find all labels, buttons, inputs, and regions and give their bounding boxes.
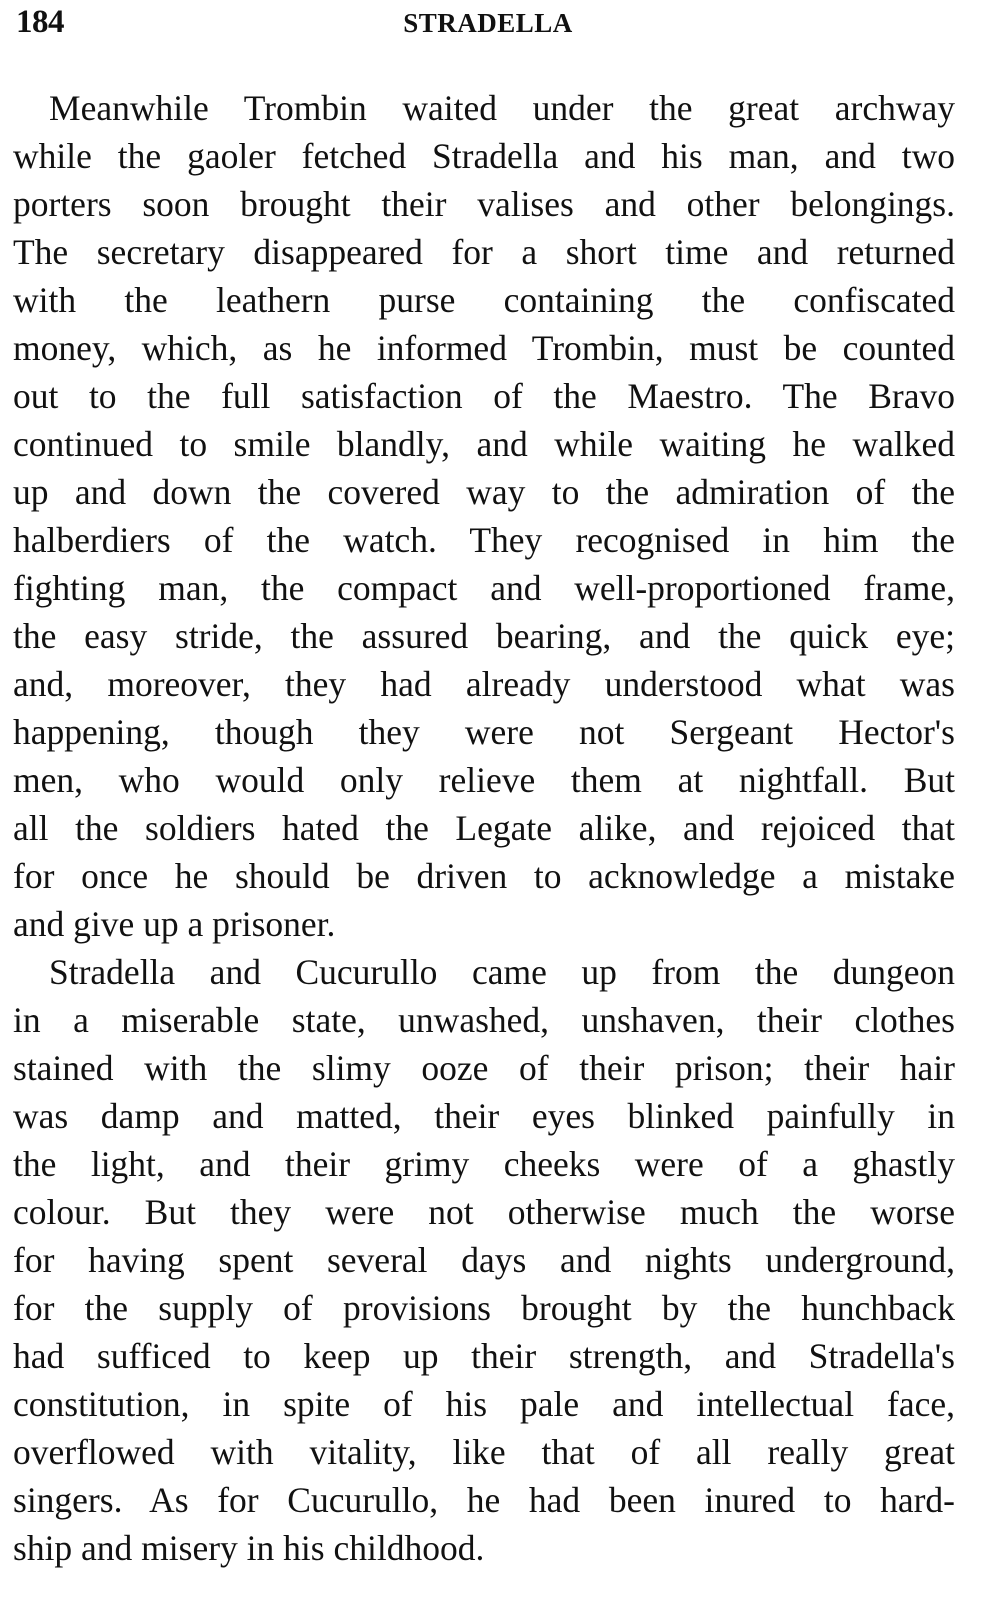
text-line: men, who would only relieve them at nightfall. But [13,760,955,800]
text-line: colour. But they were not otherwise much the worse [13,1192,955,1232]
paragraph [13,84,955,948]
text-line: constitution, in spite of his pale and intellectual face, [13,1384,955,1424]
text-line: overflowed with vitality, like that of all really great [13,1432,955,1472]
text-line: porters soon brought their valises and other belongings. [13,184,955,224]
text-line: the light, and their grimy cheeks were of a ghastly [13,1144,955,1184]
body-text [13,84,955,1572]
text-line: Stradella and Cucurullo came up from the dungeon [49,952,955,992]
text-line: halberdiers of the watch. They recognised in him the [13,520,955,560]
text-line: and, moreover, they had already understood what was [13,664,955,704]
page-number: 184 [16,4,64,40]
text-line: with the leathern purse containing the confiscated [13,280,955,320]
running-title: STRADELLA [403,8,573,38]
text-line: in a miserable state, unwashed, unshaven, their clothes [13,1000,955,1040]
text-line: Meanwhile Trombin waited under the great archway [49,88,955,128]
running-head [16,4,960,44]
text-line: fighting man, the compact and well-proportioned frame, [13,568,955,608]
text-line: for having spent several days and nights underground, [13,1240,955,1280]
text-line: out to the full satisfaction of the Maestro. The Bravo [13,376,955,416]
text-line: continued to smile blandly, and while waiting he walked [13,424,955,464]
text-line: the easy stride, the assured bearing, and the quick eye; [13,616,955,656]
text-line: happening, though they were not Sergeant Hector's [13,712,955,752]
text-line: while the gaoler fetched Stradella and his man, and two [13,136,955,176]
text-line: for the supply of provisions brought by the hunchback [13,1288,955,1328]
text-line: for once he should be driven to acknowledge a mistake [13,856,955,896]
text-line: all the soldiers hated the Legate alike, and rejoiced that [13,808,955,848]
text-line: and give up a prisoner. [13,904,336,944]
text-line: money, which, as he informed Trombin, must be counted [13,328,955,368]
paragraph [13,948,955,1572]
text-line: had sufficed to keep up their strength, and Stradella's [13,1336,955,1376]
text-line: ship and misery in his childhood. [13,1528,485,1568]
text-line: up and down the covered way to the admiration of the [13,472,955,512]
text-line: stained with the slimy ooze of their prison; their hair [13,1048,955,1088]
text-line: was damp and matted, their eyes blinked painfully in [13,1096,955,1136]
text-line: The secretary disappeared for a short time and returned [13,232,955,272]
text-line: singers. As for Cucurullo, he had been inured to hard- [13,1480,955,1520]
